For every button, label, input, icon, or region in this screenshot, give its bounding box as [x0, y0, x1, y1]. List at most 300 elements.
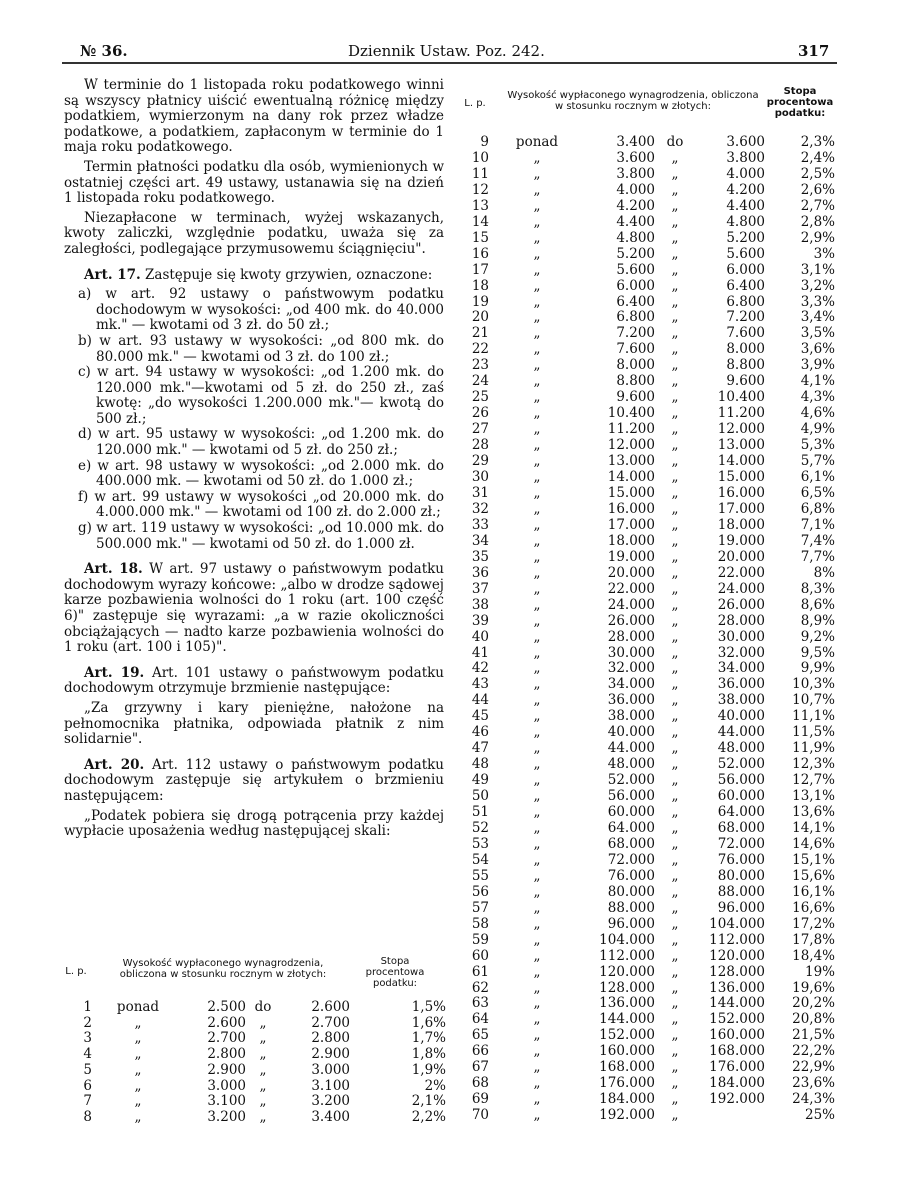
row-from: 56.000 — [607, 788, 655, 805]
row-from: 14.000 — [607, 469, 655, 486]
row-prefix: „ — [533, 676, 541, 693]
row-from: 3.400 — [616, 134, 655, 150]
row-prefix: „ — [533, 963, 541, 980]
row-from: 144.000 — [599, 1011, 655, 1028]
row-number: 13 — [471, 197, 489, 214]
row-rate: 4,6% — [800, 405, 835, 422]
row-separator: „ — [671, 421, 679, 438]
row-number: 33 — [471, 516, 489, 533]
row-number: 25 — [471, 389, 489, 406]
row-from: 30.000 — [607, 644, 655, 661]
table-row — [461, 869, 835, 885]
row-rate: 23,6% — [792, 1075, 835, 1092]
row-prefix: „ — [533, 708, 541, 725]
row-prefix: „ — [533, 804, 541, 821]
row-number: 46 — [471, 724, 489, 741]
row-from: 19.000 — [607, 548, 655, 565]
row-prefix: „ — [533, 389, 541, 406]
row-rate: 4,3% — [800, 389, 835, 406]
row-to: 160.000 — [709, 1027, 765, 1044]
row-from: 24.000 — [607, 596, 655, 613]
right-rate-table — [461, 135, 835, 1124]
row-rate: 5,3% — [800, 437, 835, 454]
table-row — [461, 661, 835, 677]
table-row — [461, 438, 835, 454]
row-separator: „ — [671, 309, 679, 326]
row-prefix: „ — [134, 1014, 142, 1031]
list-item: f) w art. 99 ustawy w wysokości „od 20.000 mk. do 4.000.000 mk." — kwotami od 100 zł. do 2.000 zł.; — [78, 488, 444, 521]
row-separator: „ — [671, 245, 679, 262]
row-number: 58 — [471, 915, 489, 932]
row-separator: „ — [671, 819, 679, 836]
row-rate: 11,5% — [792, 724, 835, 741]
row-to: 3.800 — [726, 149, 765, 166]
row-to: 11.200 — [717, 405, 765, 422]
row-separator: „ — [671, 899, 679, 916]
table-row — [461, 167, 835, 183]
row-to: 72.000 — [717, 835, 765, 852]
row-rate: 3,6% — [800, 341, 835, 358]
row-from: 7.200 — [616, 325, 655, 342]
row-prefix: „ — [533, 293, 541, 310]
row-to: 68.000 — [717, 819, 765, 836]
row-separator: „ — [671, 453, 679, 470]
row-number: 65 — [471, 1027, 489, 1044]
row-to: 136.000 — [709, 979, 765, 996]
row-to: 152.000 — [709, 1011, 765, 1028]
table-row — [461, 630, 835, 646]
row-from: 76.000 — [607, 867, 655, 884]
row-to: 4.200 — [726, 181, 765, 198]
row-prefix: „ — [533, 660, 541, 677]
row-prefix: „ — [533, 899, 541, 916]
row-number: 70 — [471, 1107, 489, 1124]
paragraph: Niezapłacone w terminach, wyżej wskazanych, kwoty zaliczki, względnie podatku, uważa się za zaległości, podlegające przymusowemu ściągnięciu". — [64, 209, 444, 257]
row-to: 3.400 — [311, 1108, 350, 1125]
row-rate: 1,6% — [411, 1014, 446, 1031]
row-from: 52.000 — [607, 772, 655, 789]
row-rate: 15,6% — [792, 867, 835, 884]
row-to: 4.000 — [726, 165, 765, 182]
table-row — [461, 231, 835, 247]
row-prefix: „ — [533, 756, 541, 773]
row-from: 17.000 — [607, 516, 655, 533]
table-row — [461, 310, 835, 326]
row-separator: „ — [671, 1107, 679, 1124]
row-to: 56.000 — [717, 772, 765, 789]
row-number: 6 — [83, 1077, 92, 1094]
row-from: 80.000 — [607, 883, 655, 900]
row-to: 26.000 — [717, 596, 765, 613]
row-separator: „ — [671, 1059, 679, 1076]
row-rate: 3,1% — [800, 261, 835, 278]
row-from: 104.000 — [599, 931, 655, 948]
row-from: 20.000 — [607, 564, 655, 581]
row-number: 12 — [471, 181, 489, 198]
row-separator: „ — [671, 1043, 679, 1060]
row-to: 52.000 — [717, 756, 765, 773]
row-separator: „ — [671, 1027, 679, 1044]
row-from: 160.000 — [599, 1043, 655, 1060]
row-number: 3 — [83, 1030, 92, 1047]
row-from: 11.200 — [607, 421, 655, 438]
row-prefix: „ — [533, 484, 541, 501]
table-row — [461, 646, 835, 662]
row-number: 20 — [471, 309, 489, 326]
row-separator: „ — [671, 389, 679, 406]
row-separator: „ — [671, 915, 679, 932]
row-separator: „ — [671, 676, 679, 693]
row-number: 29 — [471, 453, 489, 470]
row-to: 3.600 — [726, 134, 765, 150]
row-to: 22.000 — [717, 564, 765, 581]
row-number: 24 — [471, 373, 489, 390]
row-separator: „ — [671, 851, 679, 868]
row-number: 50 — [471, 788, 489, 805]
row-prefix: „ — [533, 979, 541, 996]
list-item: a) w art. 92 ustawy o państwowym podatku dochodowym w wysokości: „od 400 mk. do 40.000 mk." — kwotami od 3 zł. do 50 zł.; — [78, 286, 444, 334]
art19-text: Art. 101 ustawy o państwowym podatku dochodowym otrzymuje brzmienie następujące: — [64, 664, 444, 697]
row-from: 72.000 — [607, 851, 655, 868]
row-number: 1 — [83, 999, 92, 1015]
row-rate: 9,5% — [800, 644, 835, 661]
row-separator: „ — [671, 532, 679, 549]
row-from: 4.000 — [616, 181, 655, 198]
table-row — [461, 757, 835, 773]
row-separator: „ — [671, 708, 679, 725]
row-number: 7 — [83, 1093, 92, 1110]
row-rate: 14,1% — [792, 819, 835, 836]
table-row — [461, 917, 835, 933]
art17-text: Zastępuje się kwoty grzywien, oznaczone: — [145, 266, 433, 283]
table-row — [461, 1076, 835, 1092]
row-rate: 5,7% — [800, 453, 835, 470]
page-number: 317 — [798, 42, 830, 60]
row-from: 8.000 — [616, 357, 655, 374]
row-separator: „ — [671, 165, 679, 182]
row-prefix: „ — [533, 453, 541, 470]
row-prefix: „ — [134, 1061, 142, 1078]
row-to: 2.900 — [311, 1046, 350, 1063]
row-separator: „ — [671, 931, 679, 948]
row-separator: „ — [671, 995, 679, 1012]
list-item: c) w art. 94 ustawy w wysokości: „od 1.200 mk. do 120.000 mk."—kwotami od 5 zł. do 250 zł., zaś kwotę: „do wysokości 1.200.000 mk."— kwotą do 500 zł.; — [78, 364, 444, 427]
row-separator: „ — [259, 1014, 267, 1031]
row-separator: „ — [671, 963, 679, 980]
table-row — [461, 614, 835, 630]
row-to: 4.400 — [726, 197, 765, 214]
table-row — [461, 534, 835, 550]
row-number: 60 — [471, 947, 489, 964]
table-row — [64, 1094, 446, 1110]
table-row — [461, 1028, 835, 1044]
row-separator: „ — [671, 596, 679, 613]
row-number: 19 — [471, 293, 489, 310]
row-separator: „ — [259, 1108, 267, 1125]
row-prefix: „ — [533, 309, 541, 326]
row-to: 112.000 — [709, 931, 765, 948]
table-row — [461, 295, 835, 311]
list-item: b) w art. 93 ustawy w wysokości: „od 800 mk. do 80.000 mk." — kwotami od 3 zł. do 100 zł.; — [78, 332, 444, 365]
row-rate: 1,9% — [411, 1061, 446, 1078]
table-row — [461, 1044, 835, 1060]
row-rate: 20,2% — [792, 995, 835, 1012]
row-to: 184.000 — [709, 1075, 765, 1092]
table-row — [461, 550, 835, 566]
row-separator: „ — [671, 724, 679, 741]
row-rate: 2,5% — [800, 165, 835, 182]
row-number: 47 — [471, 740, 489, 757]
row-prefix: „ — [533, 692, 541, 709]
row-separator: „ — [671, 979, 679, 996]
row-separator: „ — [671, 883, 679, 900]
row-number: 41 — [471, 644, 489, 661]
row-rate: 3,3% — [800, 293, 835, 310]
row-number: 61 — [471, 963, 489, 980]
row-number: 26 — [471, 405, 489, 422]
row-to: 5.200 — [726, 229, 765, 246]
row-separator: „ — [671, 261, 679, 278]
row-to: 19.000 — [717, 532, 765, 549]
row-number: 27 — [471, 421, 489, 438]
row-separator: „ — [671, 580, 679, 597]
row-number: 23 — [471, 357, 489, 374]
row-prefix: „ — [533, 1075, 541, 1092]
row-from: 36.000 — [607, 692, 655, 709]
row-number: 37 — [471, 580, 489, 597]
row-prefix: „ — [533, 405, 541, 422]
row-number: 38 — [471, 596, 489, 613]
row-number: 48 — [471, 756, 489, 773]
row-from: 176.000 — [599, 1075, 655, 1092]
row-to: 10.400 — [717, 389, 765, 406]
row-prefix: „ — [533, 564, 541, 581]
row-to: 8.000 — [726, 341, 765, 358]
row-from: 128.000 — [599, 979, 655, 996]
row-to: 120.000 — [709, 947, 765, 964]
row-from: 6.800 — [616, 309, 655, 326]
row-from: 184.000 — [599, 1091, 655, 1108]
row-separator: „ — [671, 197, 679, 214]
row-prefix: „ — [134, 1030, 142, 1047]
table-row — [461, 566, 835, 582]
row-rate: 20,8% — [792, 1011, 835, 1028]
table-row — [461, 949, 835, 965]
row-separator: „ — [671, 804, 679, 821]
table-row — [461, 151, 835, 167]
row-prefix: „ — [533, 261, 541, 278]
art20-paragraph — [64, 758, 444, 805]
row-to: 3.100 — [311, 1077, 350, 1094]
row-rate: 8,3% — [800, 580, 835, 597]
row-to: 13.000 — [717, 437, 765, 454]
row-prefix: „ — [533, 1043, 541, 1060]
row-to: 80.000 — [717, 867, 765, 884]
row-from: 32.000 — [607, 660, 655, 677]
row-rate: 6,8% — [800, 500, 835, 517]
art18-paragraph — [64, 562, 444, 656]
row-separator: „ — [671, 788, 679, 805]
row-prefix: „ — [533, 421, 541, 438]
row-to: 2.600 — [311, 999, 350, 1015]
row-from: 3.800 — [616, 165, 655, 182]
row-to: 30.000 — [717, 628, 765, 645]
row-prefix: „ — [533, 596, 541, 613]
row-from: 28.000 — [607, 628, 655, 645]
row-rate: 7,1% — [800, 516, 835, 533]
row-to: 2.800 — [311, 1030, 350, 1047]
left-header-income: Wysokość wypłaconego wynagrodzenia, obliczona w stosunku rocznym w złotych: — [119, 958, 327, 980]
table-row — [461, 263, 835, 279]
row-prefix: „ — [533, 819, 541, 836]
row-from: 15.000 — [607, 484, 655, 501]
list-item: g) w art. 119 ustawy w wysokości: „od 10.000 mk. do 500.000 mk." — kwotami od 50 zł. do 1.000 zł. — [78, 520, 444, 552]
row-from: 2.500 — [207, 999, 246, 1015]
table-row — [461, 406, 835, 422]
table-row — [461, 518, 835, 534]
row-number: 15 — [471, 229, 489, 246]
row-separator: „ — [259, 1030, 267, 1047]
row-rate: 17,2% — [792, 915, 835, 932]
row-number: 52 — [471, 819, 489, 836]
table-row — [461, 215, 835, 231]
row-rate: 2,8% — [800, 213, 835, 230]
table-row — [461, 454, 835, 470]
row-from: 6.400 — [616, 293, 655, 310]
row-rate: 4,9% — [800, 421, 835, 438]
row-to: 176.000 — [709, 1059, 765, 1076]
table-row — [461, 342, 835, 358]
row-rate: 17,8% — [792, 931, 835, 948]
row-separator: „ — [671, 357, 679, 374]
row-rate: 2,2% — [411, 1108, 446, 1125]
table-row — [461, 821, 835, 837]
row-to: 34.000 — [717, 660, 765, 677]
table-row — [461, 1092, 835, 1108]
row-separator: „ — [671, 437, 679, 454]
row-prefix: ponad — [515, 134, 559, 150]
row-number: 35 — [471, 548, 489, 565]
art17-paragraph — [64, 268, 444, 284]
row-rate: 11,1% — [792, 708, 835, 725]
table-row — [461, 677, 835, 693]
row-from: 152.000 — [599, 1027, 655, 1044]
row-from: 38.000 — [607, 708, 655, 725]
row-number: 59 — [471, 931, 489, 948]
row-from: 168.000 — [599, 1059, 655, 1076]
row-number: 51 — [471, 804, 489, 821]
art17-list — [64, 287, 444, 552]
row-number: 40 — [471, 628, 489, 645]
table-row — [461, 933, 835, 949]
row-rate: 9,2% — [800, 628, 835, 645]
row-number: 36 — [471, 564, 489, 581]
row-number: 18 — [471, 277, 489, 294]
row-from: 120.000 — [599, 963, 655, 980]
paragraph: Termin płatności podatku dla osób, wymienionych w ostatniej części art. 49 ustawy, ustanawia się na dzień 1 listopada roku podatkowego. — [64, 158, 444, 207]
table-row — [461, 981, 835, 997]
row-to: 3.200 — [311, 1093, 350, 1110]
table-row — [461, 725, 835, 741]
row-prefix: „ — [533, 931, 541, 948]
row-to: 15.000 — [717, 469, 765, 486]
row-separator: „ — [671, 373, 679, 390]
row-rate: 7,7% — [800, 548, 835, 565]
row-separator: „ — [671, 740, 679, 757]
art20-label: Art. 20. — [84, 756, 145, 773]
row-prefix: „ — [533, 1091, 541, 1108]
row-rate: 2% — [424, 1077, 446, 1094]
table-row — [461, 422, 835, 438]
row-prefix: „ — [533, 851, 541, 868]
row-number: 10 — [471, 149, 489, 166]
row-rate: 19% — [804, 963, 835, 980]
row-rate: 16,1% — [792, 883, 835, 900]
row-number: 34 — [471, 532, 489, 549]
row-from: 88.000 — [607, 899, 655, 916]
row-number: 17 — [471, 261, 489, 278]
row-from: 64.000 — [607, 819, 655, 836]
row-from: 18.000 — [607, 532, 655, 549]
row-to: 192.000 — [709, 1091, 765, 1108]
row-number: 14 — [471, 213, 489, 230]
row-prefix: „ — [533, 788, 541, 805]
row-from: 12.000 — [607, 437, 655, 454]
row-prefix: „ — [533, 277, 541, 294]
row-separator: „ — [259, 1061, 267, 1078]
row-prefix: „ — [533, 628, 541, 645]
row-to: 6.000 — [726, 261, 765, 278]
row-number: 31 — [471, 484, 489, 501]
row-prefix: „ — [533, 437, 541, 454]
row-from: 44.000 — [607, 740, 655, 757]
row-number: 44 — [471, 692, 489, 709]
row-rate: 2,9% — [800, 229, 835, 246]
row-number: 53 — [471, 835, 489, 852]
row-to: 104.000 — [709, 915, 765, 932]
row-prefix: „ — [134, 1077, 142, 1094]
left-header-rate: Stopa procentowa podatku: — [365, 956, 425, 989]
table-row — [461, 789, 835, 805]
row-from: 26.000 — [607, 612, 655, 629]
left-header-lp: L. p. — [65, 966, 87, 977]
table-row — [461, 709, 835, 725]
row-to: 7.200 — [726, 309, 765, 326]
row-from: 3.600 — [616, 149, 655, 166]
row-separator: „ — [671, 181, 679, 198]
table-row — [461, 326, 835, 342]
row-rate: 1,7% — [411, 1030, 446, 1047]
row-to: 168.000 — [709, 1043, 765, 1060]
table-row — [64, 1016, 446, 1032]
page-title: Dziennik Ustaw. Poz. 242. — [348, 42, 545, 60]
row-to: 24.000 — [717, 580, 765, 597]
row-from: 112.000 — [599, 947, 655, 964]
row-number: 64 — [471, 1011, 489, 1028]
issue-number: № 36. — [80, 42, 128, 60]
row-rate: 22,9% — [792, 1059, 835, 1076]
table-row — [461, 773, 835, 789]
row-prefix: „ — [533, 1059, 541, 1076]
row-prefix: „ — [533, 469, 541, 486]
row-prefix: „ — [134, 1093, 142, 1110]
row-rate: 13,1% — [792, 788, 835, 805]
row-separator: „ — [259, 1046, 267, 1063]
table-row — [461, 374, 835, 390]
row-prefix: „ — [533, 740, 541, 757]
row-rate: 6,5% — [800, 484, 835, 501]
table-row — [461, 1108, 835, 1124]
